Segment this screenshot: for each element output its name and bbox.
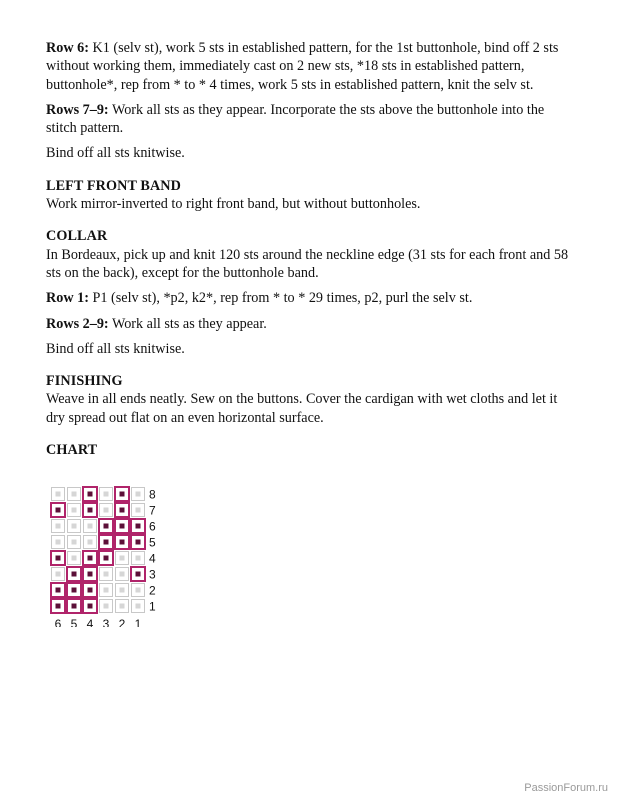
chart-cell-dot xyxy=(72,524,77,529)
chart-cell-filled xyxy=(51,599,65,613)
chart-cell-dot xyxy=(120,508,125,513)
chart-cell-dot xyxy=(120,540,125,545)
chart-cell-dot xyxy=(104,604,109,609)
chart-cell-dot xyxy=(88,492,93,497)
chart-cell-filled xyxy=(83,567,97,581)
chart-cell-dot xyxy=(104,508,109,513)
chart-cell-dot xyxy=(104,540,109,545)
chart-cell-dot xyxy=(72,508,77,513)
chart-cell-filled xyxy=(83,551,97,565)
chart-cell-dot xyxy=(136,540,141,545)
chart-cell-empty xyxy=(116,584,129,597)
chart-cell-empty xyxy=(84,536,97,549)
left-front-band-text: Work mirror-inverted to right front band, but without buttonholes. xyxy=(46,196,421,213)
chart-cell-filled xyxy=(67,583,81,597)
chart-cell-filled xyxy=(131,519,145,533)
rows-7-9-text: Work all sts as they appear. Incorporate the sts above the buttonhole into the stitch pattern. xyxy=(46,101,545,137)
chart-cell-dot xyxy=(72,572,77,577)
chart-cell-dot xyxy=(88,588,93,593)
chart-cell-dot xyxy=(88,524,93,529)
collar-row-1-label: Row 1: xyxy=(46,290,89,307)
chart-cell-dot xyxy=(56,524,61,529)
chart-cell-dot xyxy=(120,588,125,593)
chart-row-label: 6 xyxy=(149,519,156,534)
chart-column-label: 3 xyxy=(102,617,110,627)
rows-7-9-label: Rows 7–9: xyxy=(46,101,109,118)
chart-cell-filled xyxy=(51,503,65,517)
chart-cell-empty xyxy=(68,488,81,501)
collar-bind-off: Bind off all sts knitwise. xyxy=(46,340,185,357)
chart-cell-empty xyxy=(116,552,129,565)
finishing-heading: FINISHING xyxy=(46,373,123,390)
chart-cell-filled xyxy=(99,535,113,549)
chart-cell-filled xyxy=(67,599,81,613)
chart-cell-dot xyxy=(72,540,77,545)
chart-cell-dot xyxy=(56,588,61,593)
chart-cell-empty xyxy=(132,584,145,597)
chart-cell-dot xyxy=(104,492,109,497)
collar-rows-2-9-text: Work all sts as they appear. xyxy=(108,315,267,332)
chart-cell-empty xyxy=(84,520,97,533)
chart-cell-empty xyxy=(52,520,65,533)
chart-row-label: 5 xyxy=(149,535,156,550)
chart-cell-filled xyxy=(131,535,145,549)
chart-cell-dot xyxy=(104,572,109,577)
chart-cell-empty xyxy=(52,488,65,501)
rows-7-9-instruction xyxy=(46,101,574,138)
chart-cell-filled xyxy=(99,551,113,565)
chart-cell-filled xyxy=(83,583,97,597)
chart-cell-filled xyxy=(131,567,145,581)
collar-row-1-text: P1 (selv st), *p2, k2*, rep from * to * 29 times, p2, purl the selv st. xyxy=(88,290,473,307)
collar-rows-2-9-label: Rows 2–9: xyxy=(46,315,109,332)
chart-cell-filled xyxy=(115,487,129,501)
chart-cell-dot xyxy=(136,492,141,497)
chart-cell-dot xyxy=(136,588,141,593)
collar-intro: In Bordeaux, pick up and knit 120 sts around the neckline edge (31 sts for each front and 58 sts on the back), except for the buttonhole band. xyxy=(46,246,569,281)
chart-cell-dot xyxy=(136,604,141,609)
chart-cell-dot xyxy=(136,572,141,577)
chart-cell-filled xyxy=(67,567,81,581)
chart-cell-empty xyxy=(68,536,81,549)
chart-cell-empty xyxy=(100,568,113,581)
collar-heading: COLLAR xyxy=(46,228,108,245)
chart-cell-dot xyxy=(88,604,93,609)
chart-row-label: 4 xyxy=(149,551,156,566)
chart-cell-filled xyxy=(99,519,113,533)
chart-row-label: 7 xyxy=(149,503,156,518)
chart-cell-dot xyxy=(136,556,141,561)
chart-cell-filled xyxy=(83,487,97,501)
document-page xyxy=(46,39,574,459)
chart-cell-dot xyxy=(120,572,125,577)
chart-column-label: 2 xyxy=(118,617,126,627)
chart-cell-dot xyxy=(136,524,141,529)
chart-column-label: 1 xyxy=(134,617,142,627)
chart-cell-dot xyxy=(120,524,125,529)
chart-cell-dot xyxy=(56,572,61,577)
finishing-text: Weave in all ends neatly. Sew on the buttons. Cover the cardigan with wet cloths and let it dry spread out flat on an even horizontal surface. xyxy=(46,391,558,426)
chart-cell-filled xyxy=(51,551,65,565)
chart-cell-dot xyxy=(56,556,61,561)
chart-column-label: 4 xyxy=(86,617,94,627)
chart-cell-dot xyxy=(88,572,93,577)
row-6-instruction xyxy=(46,39,574,94)
chart-cell-empty xyxy=(68,552,81,565)
stitch-chart xyxy=(46,482,196,632)
chart-cell-filled xyxy=(83,599,97,613)
chart-cell-dot xyxy=(56,540,61,545)
chart-cell-filled xyxy=(115,503,129,517)
watermark: PassionForum.ru xyxy=(524,782,608,794)
chart-column-label: 6 xyxy=(54,617,62,627)
chart-cell-empty xyxy=(132,504,145,517)
left-front-band-heading: LEFT FRONT BAND xyxy=(46,177,181,194)
chart-cell-empty xyxy=(100,488,113,501)
chart-cell-dot xyxy=(120,492,125,497)
chart-cell-filled xyxy=(115,519,129,533)
chart-cell-empty xyxy=(100,584,113,597)
chart-cell-empty xyxy=(116,600,129,613)
chart-cell-filled xyxy=(83,503,97,517)
chart-cell-empty xyxy=(68,520,81,533)
chart-cell-dot xyxy=(104,588,109,593)
row-6-text: K1 (selv st), work 5 sts in established pattern, for the 1st buttonhole, bind off 2 sts without working them, immediately cast on 2 new sts, *18 sts in established pattern, buttonhole*, rep from * to * 4 times, work 5 sts in established pattern, knit the selv st. xyxy=(46,40,559,93)
row-6-label: Row 6: xyxy=(46,40,89,56)
chart-row-label: 3 xyxy=(149,567,156,582)
chart-cell-dot xyxy=(88,540,93,545)
chart-cell-dot xyxy=(120,604,125,609)
chart-cell-dot xyxy=(88,556,93,561)
chart-cell-empty xyxy=(52,568,65,581)
chart-heading: CHART xyxy=(46,442,98,459)
chart-cell-empty xyxy=(68,504,81,517)
chart-cell-dot xyxy=(120,556,125,561)
chart-cell-empty xyxy=(52,536,65,549)
chart-cell-empty xyxy=(100,600,113,613)
chart-cell-dot xyxy=(72,492,77,497)
chart-cell-dot xyxy=(88,508,93,513)
chart-cell-dot xyxy=(104,556,109,561)
chart-cell-dot xyxy=(72,556,77,561)
chart-cell-dot xyxy=(56,492,61,497)
chart-row-label: 1 xyxy=(149,599,156,614)
chart-row-label: 2 xyxy=(149,583,156,598)
chart-cell-empty xyxy=(116,568,129,581)
chart-cell-empty xyxy=(132,600,145,613)
chart-cell-dot xyxy=(136,508,141,513)
chart-cell-dot xyxy=(72,604,77,609)
bind-off-instruction: Bind off all sts knitwise. xyxy=(46,145,185,162)
stitch-chart-svg xyxy=(46,482,196,627)
chart-cell-dot xyxy=(104,524,109,529)
chart-cell-filled xyxy=(115,535,129,549)
chart-column-label: 5 xyxy=(70,617,78,627)
chart-cell-empty xyxy=(132,488,145,501)
collar-row-1 xyxy=(46,289,574,307)
collar-rows-2-9 xyxy=(46,315,574,333)
chart-cell-dot xyxy=(56,508,61,513)
chart-row-label: 8 xyxy=(149,487,156,502)
chart-cell-empty xyxy=(100,504,113,517)
chart-cell-dot xyxy=(56,604,61,609)
chart-cell-filled xyxy=(51,583,65,597)
chart-cell-dot xyxy=(72,588,77,593)
chart-cell-empty xyxy=(132,552,145,565)
